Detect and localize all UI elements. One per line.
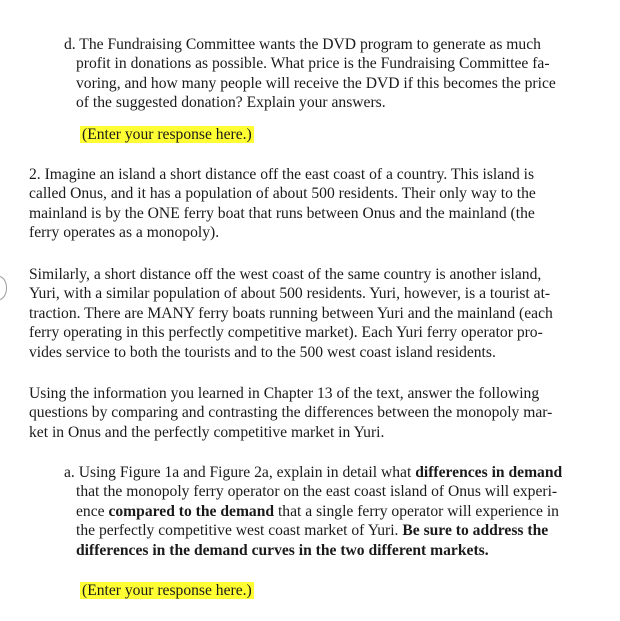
q2-p1-line-2: called Onus, and it has a population of about 500 residents. Their only way to the: [29, 185, 536, 203]
item-a-line-4: [64, 521, 562, 540]
item-d-line-2: profit in donations as possible. What price is the Fundraising Committee fa-: [76, 55, 550, 73]
item-a-line-3-rest: that a single ferry operator will experience in: [274, 502, 559, 520]
item-d-line-4: of the suggested donation? Explain your answers.: [76, 94, 386, 112]
q2-p1-line-3: mainland is by the ONE ferry boat that runs between Onus and the mainland (the: [29, 204, 535, 222]
item-a-line-5: [64, 541, 562, 560]
item-d-question: [64, 35, 556, 113]
item-a-line-1-text: a. Using Figure 1a and Figure 2a, explain in detail what: [64, 464, 416, 481]
q2-p3-line-3: ket in Onus and the perfectly competitive market in Yuri.: [29, 423, 385, 441]
item-a-line-3: [64, 502, 562, 521]
q2-p2-line-5: vides service to both the tourists and to the 500 west coast island residents.: [29, 343, 496, 361]
q2-p1-line-4: ferry operates as a monopoly).: [29, 224, 220, 242]
item-a-line-2: that the monopoly ferry operator on the east coast island of Onus will experi-: [76, 483, 558, 501]
item-a-emphasis-compared: compared to the demand: [108, 502, 275, 520]
q2-p2-line-3: traction. There are MANY ferry boats running between Yuri and the mainland (each: [29, 304, 553, 322]
item-a-line-3-text: ence: [76, 502, 109, 520]
q2-p3-line-2: questions by comparing and contrasting the differences between the monopoly mar-: [29, 404, 553, 422]
item-d-line-3: voring, and how many people will receive the DVD if this becomes the price: [76, 74, 556, 92]
item-a-question: [64, 463, 562, 560]
item-d-response-placeholder[interactable]: (Enter your response here.): [82, 126, 252, 143]
item-a-emphasis-be-sure: Be sure to address the: [402, 522, 549, 540]
item-a-emphasis-curves: differences in the demand curves in the two different markets.: [76, 541, 489, 559]
question-2-instructions: [29, 384, 552, 442]
question-2-yuri-paragraph: [29, 265, 553, 362]
q2-p2-line-4: ferry operating in this perfectly competitive market). Each Yuri ferry operator pro-: [29, 324, 543, 342]
item-d-response-field[interactable]: [80, 125, 254, 144]
item-d-line-1: d. The Fundraising Committee wants the DVD program to generate as much: [64, 36, 541, 53]
item-a-line-1: [64, 463, 562, 482]
q2-p1-line-1: 2. Imagine an island a short distance off the east coast of a country. This island is: [29, 166, 535, 183]
question-2-intro: [29, 165, 536, 243]
item-a-response-field[interactable]: [80, 581, 254, 600]
item-a-line-4-text: the perfectly competitive west coast market of Yuri.: [76, 522, 403, 540]
item-a-emphasis-differences: differences in demand: [415, 464, 563, 481]
page-edge-mark: [0, 276, 7, 300]
item-a-response-placeholder[interactable]: (Enter your response here.): [82, 582, 252, 599]
q2-p2-line-1: Similarly, a short distance off the west coast of the same country is another island,: [29, 266, 542, 283]
q2-p3-line-1: Using the information you learned in Chapter 13 of the text, answer the following: [29, 385, 540, 402]
q2-p2-line-2: Yuri, with a similar population of about 500 residents. Yuri, however, is a tourist at-: [29, 285, 551, 303]
